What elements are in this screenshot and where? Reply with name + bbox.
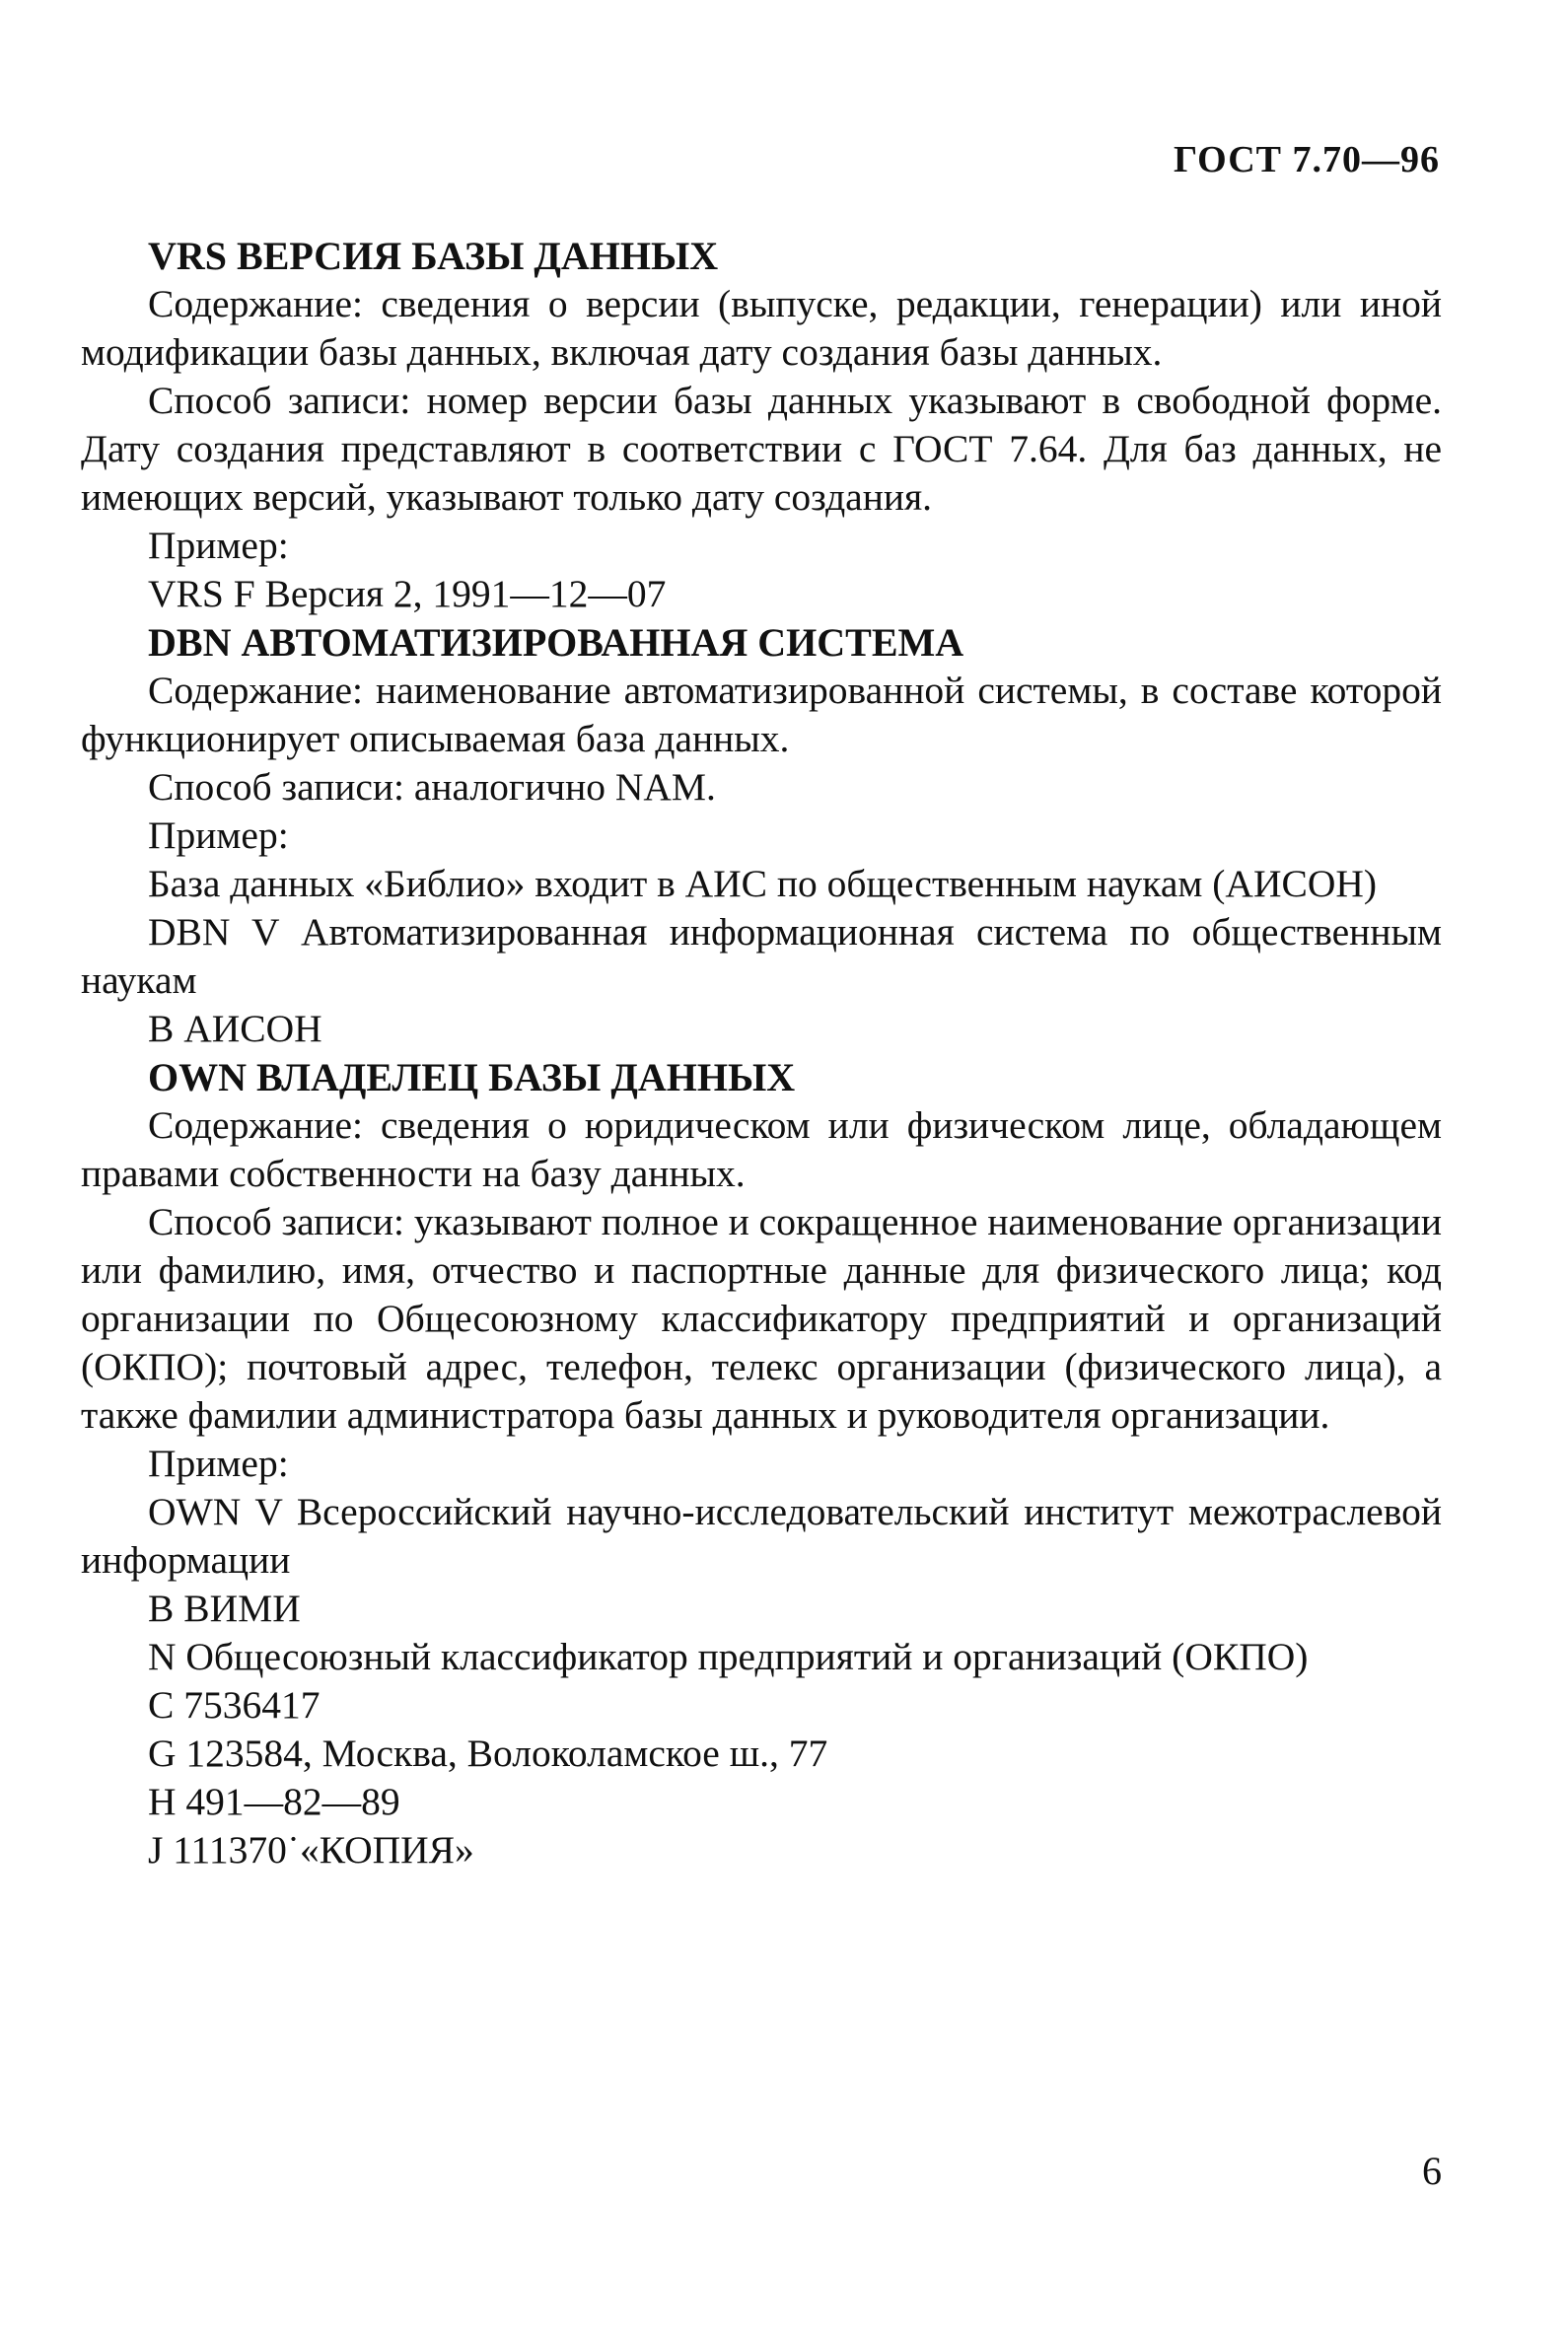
section-heading-dbn: DBN АВТОМАТИЗИРОВАННАЯ СИСТЕМА — [148, 620, 964, 665]
own-example-v: OWN V Всероссийский научно-исследовательский институт межотраслевой информации — [81, 1490, 1442, 1582]
own-content: Содержание: сведения о юридическом или физическом лице, обладающем правами собственности на базу данных. — [81, 1103, 1442, 1195]
own-example-n: N Общесоюзный классификатор предприятий и организаций (ОКПО) — [148, 1635, 1309, 1678]
own-method: Способ записи: указывают полное и сокращенное наименование организации или фамилию, имя, отчество и паспортные данные для физического лица; код организации по Общесоюзному классификатору предприятий и организаций (ОКПО); почтовый адрес, телефон, телекс организации (физического лица), а также фамилии администратора базы данных и руководителя организации. — [81, 1200, 1442, 1437]
dbn-example-b: B АИСОН — [148, 1007, 322, 1050]
own-example-c: C 7536417 — [148, 1683, 321, 1727]
own-example-b: B ВИМИ — [148, 1587, 301, 1630]
page-number: 6 — [1422, 2149, 1442, 2193]
dbn-method: Способ записи: аналогично NAM. — [148, 765, 716, 809]
dbn-content: Содержание: наименование автоматизированной системы, в составе которой функционирует описываемая база данных. — [81, 669, 1442, 760]
dbn-example-text: База данных «Библио» входит в АИС по общественным наукам (АИСОН) — [148, 862, 1378, 905]
own-example-h: H 491—82—89 — [148, 1780, 400, 1823]
dbn-example-v: DBN V Автоматизированная информационная система по общественным наукам — [81, 910, 1442, 1002]
vrs-content: Содержание: сведения о версии (выпуске, редакции, генерации) или иной модификации базы данных, включая дату создания базы данных. — [81, 282, 1442, 374]
dbn-example-label: Пример: — [148, 813, 289, 857]
section-heading-own: OWN ВЛАДЕЛЕЦ БАЗЫ ДАННЫХ — [148, 1055, 796, 1099]
vrs-example-label: Пример: — [148, 524, 289, 567]
own-example-label: Пример: — [148, 1442, 289, 1485]
own-example-g: G 123584, Москва, Волоколамское ш., 77 — [148, 1732, 828, 1775]
section-heading-vrs: VRS ВЕРСИЯ БАЗЫ ДАННЫХ — [148, 234, 719, 278]
vrs-example: VRS F Версия 2, 1991—12—07 — [148, 572, 667, 615]
own-example-j: J 111370˙«КОПИЯ» — [148, 1828, 474, 1872]
vrs-method: Способ записи: номер версии базы данных указывают в свободной форме. Дату создания представляют в соответствии с ГОСТ 7.64. Для баз данных, не имеющих версий, указывают только дату создания. — [81, 379, 1442, 519]
page-header-standard: ГОСТ 7.70—96 — [1173, 139, 1440, 180]
page-content — [81, 232, 1442, 1874]
